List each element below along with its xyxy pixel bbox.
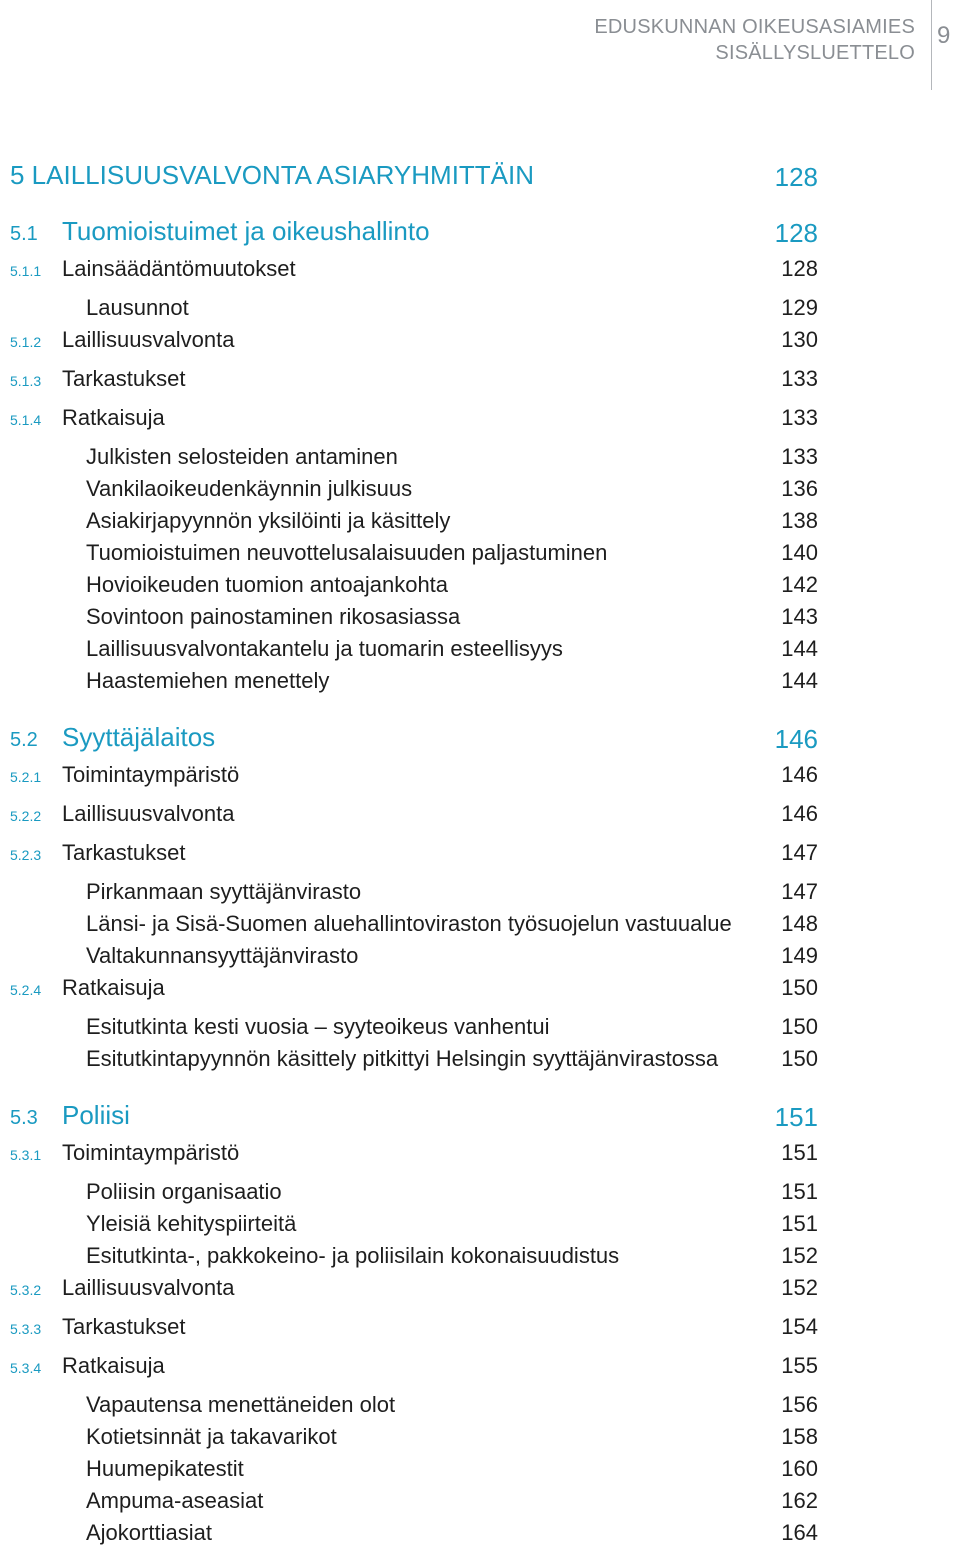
toc-entry-page: 143 <box>781 604 818 629</box>
toc-entry-title: Ratkaisuja <box>62 1353 165 1378</box>
toc-entry-title: Tuomioistuimet ja oikeushallinto <box>62 216 430 246</box>
toc-entry-item[interactable] <box>10 604 818 636</box>
toc-entry-title: Toimintaympäristö <box>62 762 240 787</box>
toc-entry-page: 142 <box>781 572 818 597</box>
toc-entry-page: 144 <box>781 668 818 693</box>
toc-entry-page: 133 <box>781 444 818 469</box>
toc-entry-title: Lainsäädäntömuutokset <box>62 256 296 281</box>
toc-entry-title: Haastemiehen menettely <box>86 668 330 693</box>
toc-entry-page: 158 <box>781 1424 818 1449</box>
toc-entry-item[interactable] <box>10 1046 818 1078</box>
toc-entry-title: Syyttäjälaitos <box>62 722 216 752</box>
toc-entry-title: Laillisuusvalvonta <box>62 327 235 352</box>
toc-entry-number: 5.3 <box>10 1107 38 1129</box>
toc-entry-page: 164 <box>781 1520 818 1545</box>
running-header <box>594 14 915 66</box>
toc-entry-title: Laillisuusvalvontakantelu ja tuomarin esteellisyys <box>86 636 563 661</box>
toc-entry-item[interactable] <box>10 1243 818 1275</box>
toc-entry-title: Tarkastukset <box>62 1314 186 1339</box>
toc-entry-page: 150 <box>781 975 818 1000</box>
toc-entry-sub[interactable] <box>10 840 818 879</box>
toc-entry-number: 5.1.1 <box>10 263 42 279</box>
toc-entry-item[interactable] <box>10 1179 818 1211</box>
toc-entry-title: Valtakunnansyyttäjänvirasto <box>86 943 359 968</box>
toc-entry-page: 147 <box>781 840 818 865</box>
toc-entry-page: 151 <box>781 1140 818 1165</box>
toc-entry-page: 128 <box>781 256 818 281</box>
toc-entry-sub[interactable] <box>10 256 818 295</box>
toc-entry-page: 154 <box>781 1314 818 1339</box>
toc-entry-title: Lausunnot <box>86 295 189 320</box>
toc-entry-title: Pirkanmaan syyttäjänvirasto <box>86 879 362 904</box>
toc-entry-item[interactable] <box>10 1211 818 1243</box>
toc-spacer <box>10 700 818 722</box>
toc-entry-page: 152 <box>781 1275 818 1300</box>
toc-entry-title: Tarkastukset <box>62 840 186 865</box>
toc-entry-number: 5.2.4 <box>10 982 42 998</box>
toc-entry-item[interactable] <box>10 879 818 911</box>
toc-entry-page: 146 <box>781 801 818 826</box>
toc-entry-page: 148 <box>781 911 818 936</box>
toc-entry-item[interactable] <box>10 1456 818 1488</box>
toc-entry-item[interactable] <box>10 444 818 476</box>
toc-entry-page: 133 <box>781 405 818 430</box>
toc-spacer <box>10 1078 818 1100</box>
header-divider <box>931 0 932 90</box>
toc-entry-sub[interactable] <box>10 975 818 1014</box>
toc-entry-item[interactable] <box>10 636 818 668</box>
toc-entry-item[interactable] <box>10 1424 818 1456</box>
toc-entry-sub[interactable] <box>10 366 818 405</box>
toc-entry-page: 150 <box>781 1014 818 1039</box>
toc-entry-page: 146 <box>774 724 818 754</box>
toc-entry-section[interactable] <box>10 1100 818 1140</box>
toc-entry-title: Laillisuusvalvonta <box>62 1275 235 1300</box>
toc-entry-page: 138 <box>781 508 818 533</box>
toc-entry-number: 5.3.2 <box>10 1282 42 1298</box>
toc-entry-page: 128 <box>774 218 818 248</box>
toc-entry-chapter[interactable] <box>10 160 818 204</box>
toc-entry-title: Ajokorttiasiat <box>86 1520 212 1545</box>
toc-entry-page: 150 <box>781 1046 818 1071</box>
toc-entry-item[interactable] <box>10 540 818 572</box>
toc-entry-number: 5.1.2 <box>10 334 42 350</box>
page-number: 9 <box>937 22 951 49</box>
toc-entry-item[interactable] <box>10 668 818 700</box>
toc-entry-title: Tuomioistuimen neuvottelusalaisuuden paljastuminen <box>86 540 608 565</box>
toc-entry-page: 151 <box>781 1211 818 1236</box>
toc-entry-title: Esitutkinta-, pakkokeino- ja poliisilain kokonaisuudistus <box>86 1243 620 1268</box>
toc-entry-number: 5.2.3 <box>10 847 42 863</box>
toc-entry-title: Hovioikeuden tuomion antoajankohta <box>86 572 449 597</box>
toc-entry-section[interactable] <box>10 216 818 256</box>
toc-entry-number: 5.1 <box>10 223 38 245</box>
toc-entry-number: 5.2.2 <box>10 808 42 824</box>
toc-entry-title: Huumepikatestit <box>86 1456 244 1481</box>
toc-entry-item[interactable] <box>10 572 818 604</box>
toc-entry-sub[interactable] <box>10 762 818 801</box>
toc-entry-title: Laillisuusvalvonta <box>62 801 235 826</box>
toc-entry-title: Toimintaympäristö <box>62 1140 240 1165</box>
toc-entry-page: 155 <box>781 1353 818 1378</box>
toc-entry-sub[interactable] <box>10 1140 818 1179</box>
toc-entry-title: Kotietsinnät ja takavarikot <box>86 1424 337 1449</box>
toc-entry-title: Yleisiä kehityspiirteitä <box>86 1211 297 1236</box>
toc-entry-sub[interactable] <box>10 1353 818 1392</box>
toc-entry-title: Vankilaoikeudenkäynnin julkisuus <box>86 476 413 501</box>
toc-entry-page: 129 <box>781 295 818 320</box>
toc-entry-sub[interactable] <box>10 327 818 366</box>
toc-entry-title: Ratkaisuja <box>62 975 165 1000</box>
toc-entry-page: 146 <box>781 762 818 787</box>
header-publication-title: EDUSKUNNAN OIKEUSASIAMIES <box>594 16 915 38</box>
toc-entry-number: 5.3.1 <box>10 1147 42 1163</box>
toc-entry-number: 5.1.4 <box>10 412 42 428</box>
toc-entry-title: Poliisin organisaatio <box>86 1179 282 1204</box>
toc-entry-title: Länsi- ja Sisä-Suomen aluehallintoviraston työsuojelun vastuualue <box>86 911 732 936</box>
toc-entry-item[interactable] <box>10 943 818 975</box>
toc-entry-number: 5.2 <box>10 729 38 751</box>
toc-entry-page: 151 <box>781 1179 818 1204</box>
toc-entry-item[interactable] <box>10 911 818 943</box>
toc-entry-page: 128 <box>774 162 818 192</box>
toc-entry-item[interactable] <box>10 1488 818 1520</box>
toc-entry-item[interactable] <box>10 1520 818 1552</box>
toc-entry-page: 162 <box>781 1488 818 1513</box>
toc-entry-number: 5.1.3 <box>10 373 42 389</box>
toc-entry-item[interactable] <box>10 1392 818 1424</box>
toc-entry-section[interactable] <box>10 722 818 762</box>
toc-entry-title: Esitutkintapyynnön käsittely pitkittyi Helsingin syyttäjänvirastossa <box>86 1046 719 1071</box>
toc-entry-item[interactable] <box>10 295 818 327</box>
toc-entry-sub[interactable] <box>10 1275 818 1314</box>
toc-entry-page: 144 <box>781 636 818 661</box>
toc-entry-page: 160 <box>781 1456 818 1481</box>
toc-entry-page: 133 <box>781 366 818 391</box>
toc-entry-sub[interactable] <box>10 1314 818 1353</box>
toc-entry-page: 136 <box>781 476 818 501</box>
toc-entry-page: 149 <box>781 943 818 968</box>
toc-entry-sub[interactable] <box>10 405 818 444</box>
toc-entry-number: 5.2.1 <box>10 769 42 785</box>
toc-entry-number: 5.3.3 <box>10 1321 42 1337</box>
toc-entry-title: Vapautensa menettäneiden olot <box>86 1392 396 1417</box>
toc-entry-item[interactable] <box>10 508 818 540</box>
toc-entry-title: Poliisi <box>62 1100 130 1130</box>
toc-entry-title: Sovintoon painostaminen rikosasiassa <box>86 604 461 629</box>
table-of-contents <box>10 160 818 1552</box>
toc-entry-page: 156 <box>781 1392 818 1417</box>
toc-entry-item[interactable] <box>10 1014 818 1046</box>
toc-entry-page: 130 <box>781 327 818 352</box>
toc-entry-page: 140 <box>781 540 818 565</box>
toc-entry-item[interactable] <box>10 476 818 508</box>
toc-entry-title: Ratkaisuja <box>62 405 165 430</box>
toc-entry-page: 152 <box>781 1243 818 1268</box>
toc-entry-sub[interactable] <box>10 801 818 840</box>
toc-entry-title: Tarkastukset <box>62 366 186 391</box>
toc-entry-title: Asiakirjapyynnön yksilöinti ja käsittely <box>86 508 451 533</box>
toc-entry-number: 5.3.4 <box>10 1360 42 1376</box>
toc-entry-title: 5 LAILLISUUSVALVONTA ASIARYHMITTÄIN <box>10 160 535 190</box>
header-section-title: SISÄLLYSLUETTELO <box>715 42 915 64</box>
toc-entry-page: 147 <box>781 879 818 904</box>
toc-entry-title: Ampuma-aseasiat <box>86 1488 264 1513</box>
toc-entry-title: Esitutkinta kesti vuosia – syyteoikeus vanhentui <box>86 1014 550 1039</box>
toc-entry-title: Julkisten selosteiden antaminen <box>86 444 398 469</box>
toc-entry-page: 151 <box>774 1102 818 1132</box>
